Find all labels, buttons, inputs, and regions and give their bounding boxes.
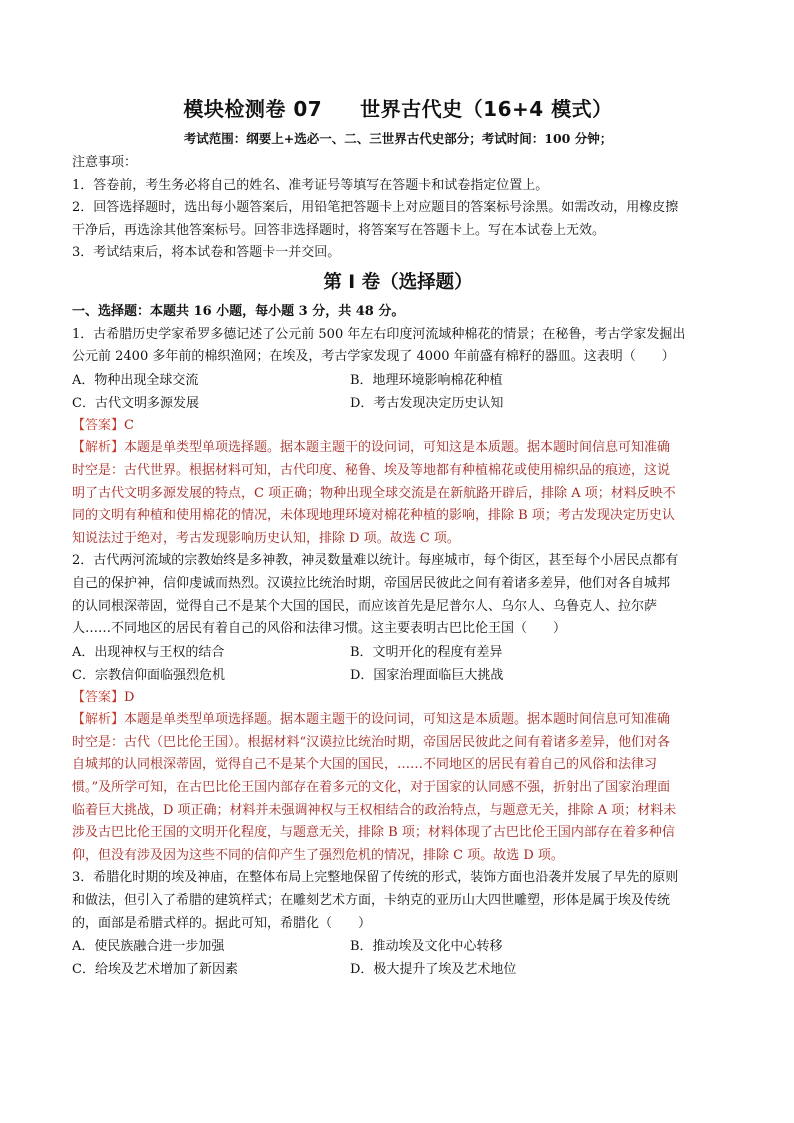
options-row — [72, 958, 724, 981]
option-d: D．考古发现决定历史认知 — [350, 395, 504, 411]
options-row — [72, 369, 724, 392]
option-c: C．给埃及艺术增加了新因素 — [72, 962, 238, 978]
analysis-line: 同的文明有种植和使用棉花的情况，未体现地理环境对棉花种植的影响，排除 B 项；考古发现决定历史认 — [72, 508, 675, 524]
note-item: 2．回答选择题时，选出每小题答案后，用铅笔把答题卡上对应题目的答案标号涂黑。如需改动，用橡皮擦 — [72, 200, 679, 216]
analysis-line: 本题是单类型单项选择题。据本题主题干的设问词，可知这是本质题。据本题时间信息可知准确 — [124, 440, 671, 456]
question-stem: 3．希腊化时期的埃及神庙，在整体布局上完整地保留了传统的形式，装饰方面也沿袭并发展了早先的原则 — [72, 870, 679, 886]
option-c: C．宗教信仰面临强烈危机 — [72, 667, 225, 683]
option-b: B．推动埃及文化中心转移 — [350, 939, 503, 955]
section-intro: 一、选择题：本题共 16 小题，每小题 3 分，共 48 分。 — [72, 303, 405, 319]
title-module: 模块检测卷 07 — [183, 97, 323, 121]
notes — [72, 152, 724, 265]
answer-tag: 【答案】 — [72, 417, 125, 433]
option-d: D．极大提升了埃及艺术地位 — [350, 962, 517, 978]
options-row — [72, 392, 724, 415]
analysis — [72, 709, 724, 867]
answer — [72, 687, 724, 710]
analysis-line: 临着巨大挑战，D 项正确；材料并未强调神权与王权相结合的政治特点，与题意无关，排除 A 项；材料未 — [72, 802, 677, 818]
question-stem: 的认同根深蒂固，觉得自己不是某个大国的国民，而应该首先是尼普尔人、乌尔人、乌鲁克人、拉尔萨 — [72, 598, 658, 614]
answer-tag: 【答案】 — [72, 689, 125, 705]
option-a: A．使民族融合进一步加强 — [72, 939, 225, 955]
option-b: B．文明开化的程度有差异 — [350, 644, 503, 660]
question-stem: 2．古代两河流域的宗教始终是多神教，神灵数量难以统计。每座城市，每个街区，甚至每个小居民点都有 — [72, 553, 679, 569]
answer — [72, 415, 724, 438]
analysis — [72, 437, 724, 550]
section-title: 第 I 卷（选择题） — [323, 271, 473, 293]
option-a: A．出现神权与王权的结合 — [72, 644, 225, 660]
question-3 — [72, 867, 724, 981]
options-row — [72, 641, 724, 664]
question-1 — [72, 324, 724, 551]
question-stem: 和做法，但引入了希腊的建筑样式；在雕刻艺术方面，卡纳克的亚历山大四世雕塑，形体是属于埃及传统 — [72, 893, 671, 909]
option-b: B．地理环境影响棉花种植 — [350, 372, 503, 388]
option-d: D．国家治理面临巨大挑战 — [350, 667, 504, 683]
question-stem: 公元前 2400 多年前的棉织渔网；在埃及，考古学家发现了 4000 年前盛有棉籽的器皿。这表明（ ） — [72, 349, 675, 365]
notes-heading: 注意事项： — [72, 155, 138, 170]
analysis-line: 仰，但没有涉及因为这些不同的信仰产生了强烈危机的情况，排除 C 项。故选 D 项。 — [72, 847, 564, 863]
exam-meta: 考试范围：纲要上+选必一、二、三世界古代史部分；考试时间：100 分钟； — [183, 131, 613, 146]
note-item: 3．考试结束后，将本试卷和答题卡一并交回。 — [72, 245, 341, 261]
analysis-tag: 【解析】 — [72, 440, 125, 456]
answer-value: D — [124, 689, 135, 705]
question-stem: 自己的保护神，信仰虔诚而热烈。汉谟拉比统治时期，帝国居民彼此之间有着诸多差异，他们对各自城邦 — [72, 575, 671, 591]
option-c: C．古代文明多源发展 — [72, 395, 199, 411]
exam-page — [72, 92, 724, 981]
analysis-line: 时空是：古代（巴比伦王国）。根据材料“汉谟拉比统治时期，帝国居民彼此之间有着诸多差异，他们对各 — [72, 734, 671, 750]
exam-title — [72, 92, 724, 126]
question-stem: 的，面部是希腊式样的。据此可知，希腊化（ ） — [72, 915, 372, 931]
options-row — [72, 664, 724, 687]
options-row — [72, 935, 724, 958]
note-item: 干净后，再选涂其他答案标号。回答非选择题时，将答案写在答题卡上。写在本试卷上无效。 — [72, 222, 606, 238]
analysis-line: 本题是单类型单项选择题。据本题主题干的设问词，可知这是本质题。据本题时间信息可知准确 — [124, 712, 671, 728]
analysis-line: 惯。”及所学可知，在古巴比伦王国内部存在着多元的文化，对于国家的认同感不强，折射出了国家治理面 — [72, 780, 671, 796]
question-stem: 人……不同地区的居民有着自己的风俗和法律习惯。这主要表明古巴比伦王国（ ） — [72, 621, 567, 637]
analysis-line: 涉及古巴比伦王国的文明开化程度，与题意无关，排除 B 项；材料体现了古巴比伦王国内部存在着多种信 — [72, 825, 675, 841]
analysis-line: 明了古代文明多源发展的特点，C 项正确；物种出现全球交流是在新航路开辟后，排除 A 项；材料反映不 — [72, 485, 676, 501]
note-item: 1．答卷前，考生务必将自己的姓名、准考证号等填写在答题卡和试卷指定位置上。 — [72, 177, 549, 193]
question-stem: 1．古希腊历史学家希罗多德记述了公元前 500 年左右印度河流域种棉花的情景；在秘鲁，考古学家发掘出 — [72, 326, 686, 342]
question-2 — [72, 550, 724, 867]
analysis-line: 自城邦的认同根深蒂固，觉得自己不是某个大国的国民，……不同地区的居民有着自己的风俗和法律习 — [72, 757, 658, 773]
option-a: A．物种出现全球交流 — [72, 372, 199, 388]
title-subject: 世界古代史（16+4 模式） — [360, 97, 613, 121]
analysis-tag: 【解析】 — [72, 712, 125, 728]
analysis-line: 时空是：古代世界。根据材料可知，古代印度、秘鲁、埃及等地都有种植棉花或使用棉织品的痕迹，这说 — [72, 462, 671, 478]
analysis-line: 知说法过于绝对，考古发现影响历史认知，排除 D 项。故选 C 项。 — [72, 530, 460, 546]
answer-value: C — [124, 417, 134, 433]
